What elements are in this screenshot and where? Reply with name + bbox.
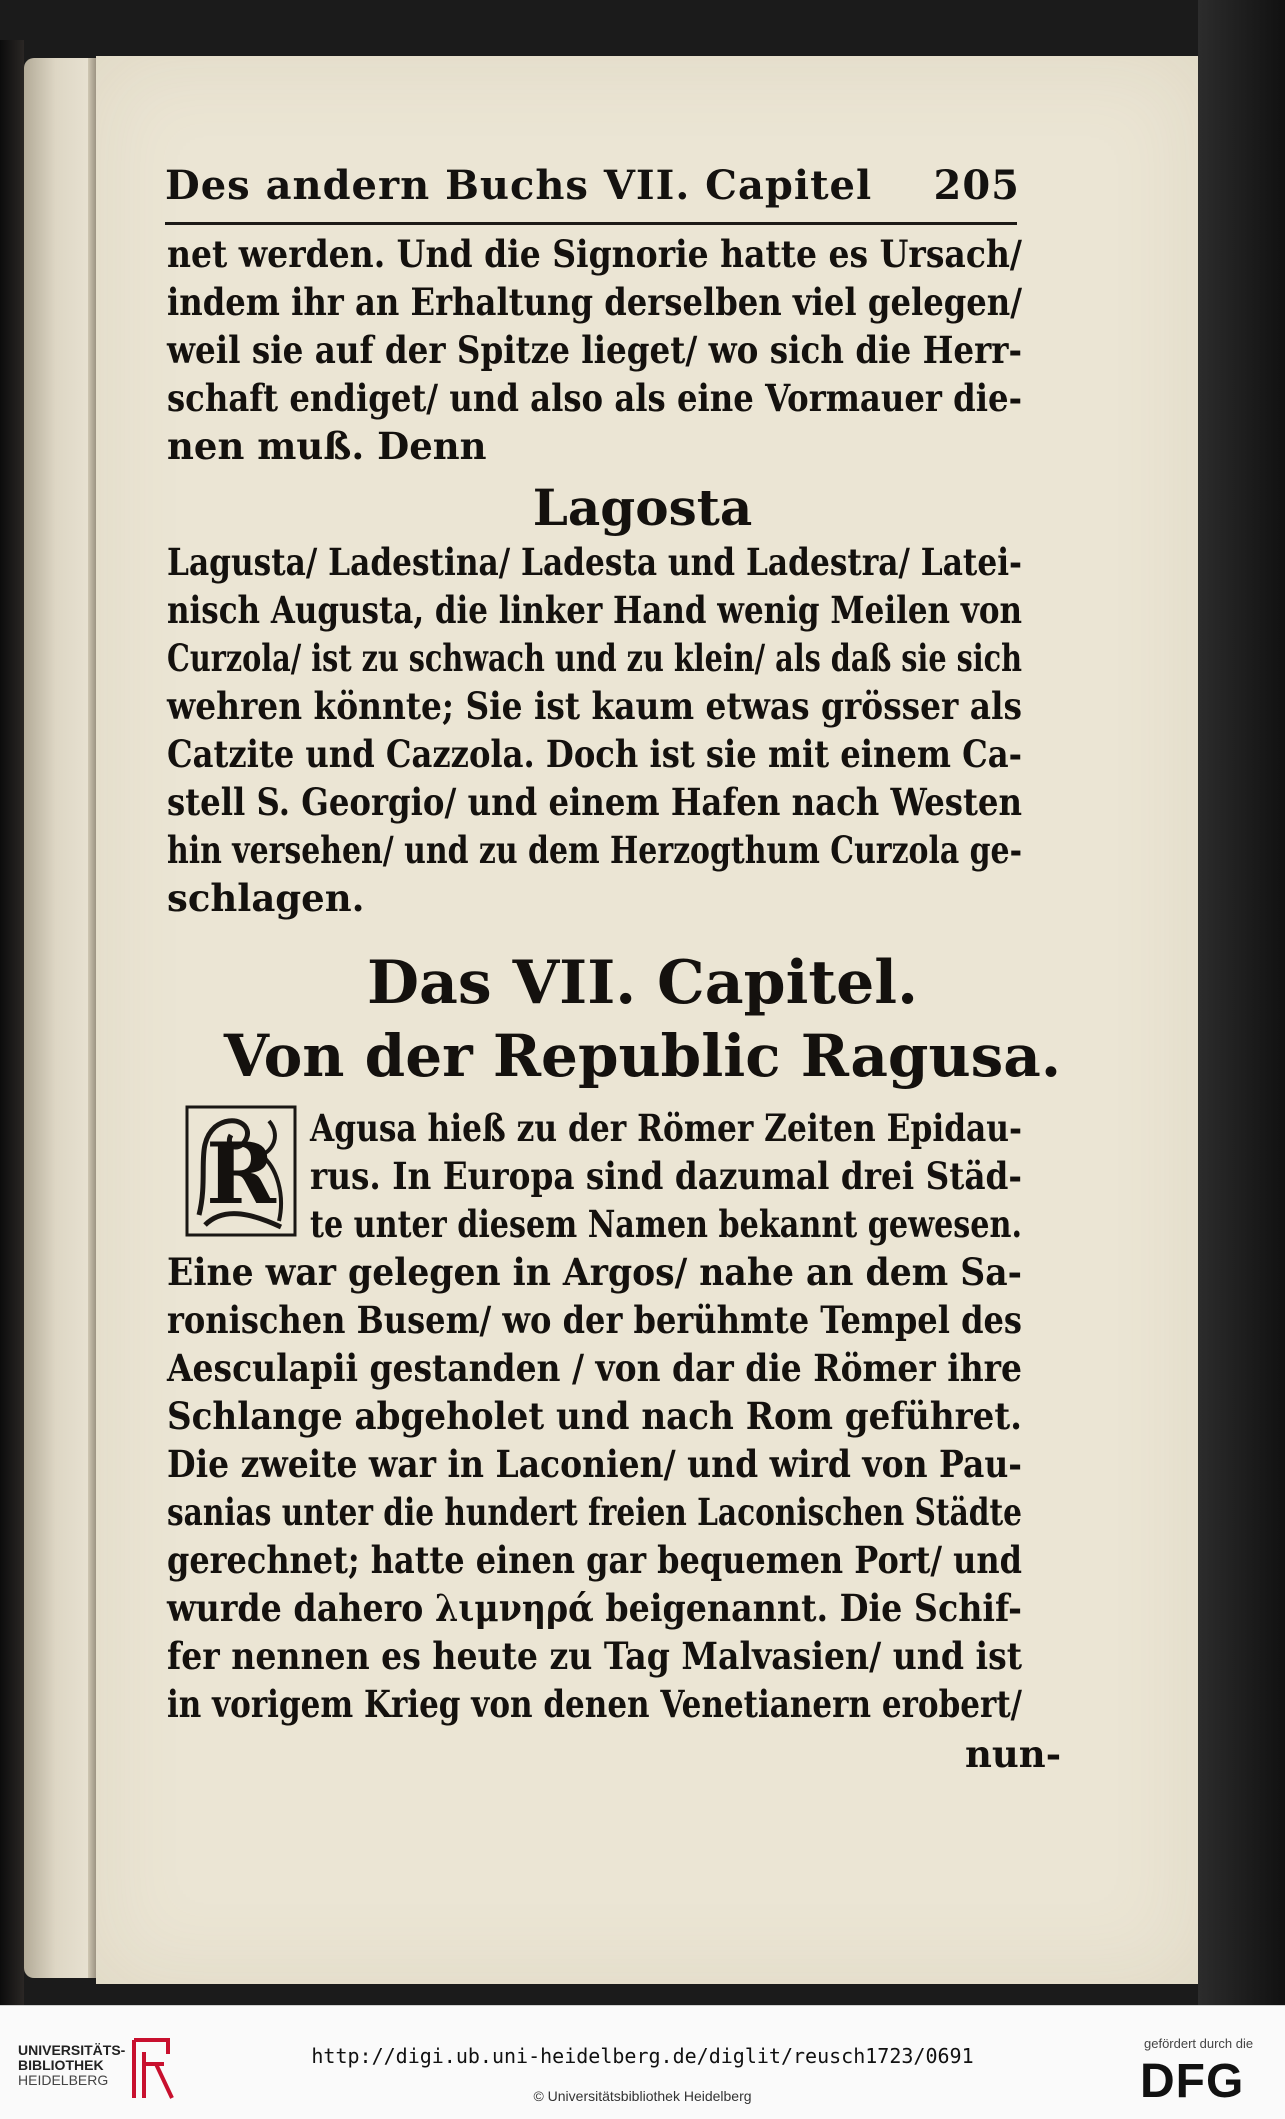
previous-page-edge	[24, 58, 94, 1978]
dfg-logo[interactable]: DFG	[1140, 2055, 1245, 2108]
text-line: hin versehen/ und zu dem Herzogthum Curzola ge-	[167, 828, 1022, 872]
library-name-line: BIBLIOTHEK	[18, 2057, 104, 2073]
text-line: schlagen.	[167, 876, 365, 920]
drop-cap-letter: R	[206, 1124, 276, 1223]
running-head-title: Des andern Buchs VII. Capitel	[165, 162, 873, 209]
text-line: in vorigem Krieg von denen Venetianern erobert/	[167, 1682, 1022, 1726]
text-line: sanias unter die hundert freien Laconischen Städte	[167, 1490, 1022, 1534]
text-line: te unter diesem Namen bekannt gewesen.	[310, 1202, 1022, 1246]
text-line: schaft endiget/ und also als eine Vormauer die-	[167, 376, 1022, 420]
text-line: Curzola/ ist zu schwach und zu klein/ als daß sie sich	[167, 636, 1022, 680]
text-line: stell S. Georgio/ und einem Hafen nach Westen	[167, 780, 1022, 824]
text-line: Lagusta/ Ladestina/ Ladesta und Ladestra/ Latei-	[167, 540, 1022, 584]
text-line: indem ihr an Erhaltung derselben viel gelegen/	[167, 280, 1022, 324]
text-line: wehren könnte; Sie ist kaum etwas grösser als	[167, 684, 1022, 728]
text-line: Agusa hieß zu der Römer Zeiten Epidau-	[310, 1106, 1022, 1150]
text-line: Schlange abgeholet und nach Rom geführet.	[167, 1394, 1022, 1438]
text-line: Eine war gelegen in Argos/ nahe an dem Sa-	[167, 1250, 1022, 1294]
text-line: rus. In Europa sind dazumal drei Städ-	[310, 1154, 1022, 1198]
text-line: net werden. Und die Signorie hatte es Ursach/	[167, 232, 1022, 276]
running-head	[165, 162, 1020, 209]
text-line: nen muß. Denn	[167, 424, 487, 468]
text-line: ronischen Busem/ wo der berühmte Tempel des	[167, 1298, 1022, 1342]
permalink-url[interactable]: http://digi.ub.uni-heidelberg.de/diglit/reusch1723/0691	[311, 2044, 974, 2068]
ornamental-drop-cap	[185, 1105, 297, 1237]
chapter-title: Das VII. Capitel.	[367, 948, 918, 1018]
header-rule	[165, 222, 1017, 225]
page-number: 205	[933, 162, 1020, 209]
text-line: fer nennen es heute zu Tag Malvasien/ und ist	[167, 1634, 1022, 1678]
drop-cap-ornament-icon	[185, 1105, 297, 1237]
text-line: Die zweite war in Laconien/ und wird von Pau-	[167, 1442, 1022, 1486]
section-heading-lagosta: Lagosta	[532, 478, 753, 537]
text-line: Aesculapii gestanden / von dar die Römer ihre	[167, 1346, 1022, 1390]
library-name-line: UNIVERSITÄTS-	[18, 2042, 126, 2058]
funding-label: gefördert durch die	[1144, 2036, 1254, 2051]
library-name-line: HEIDELBERG	[18, 2072, 109, 2088]
text-line: nisch Augusta, die linker Hand wenig Meilen von	[167, 588, 1022, 632]
text-line: weil sie auf der Spitze lieget/ wo sich die Herr-	[167, 328, 1022, 372]
text-line: Catzite und Cazzola. Doch ist sie mit einem Ca-	[167, 732, 1022, 776]
text-line: gerechnet; hatte einen gar bequemen Port/ und	[167, 1538, 1022, 1582]
catchword: nun-	[965, 1732, 1062, 1776]
text-line: wurde dahero λιμνηρά beigenannt. Die Schif-	[167, 1586, 1022, 1630]
copyright-notice: © Universitätsbibliothek Heidelberg	[533, 2088, 752, 2104]
chapter-subtitle: Von der Republic Ragusa.	[223, 1022, 1062, 1090]
